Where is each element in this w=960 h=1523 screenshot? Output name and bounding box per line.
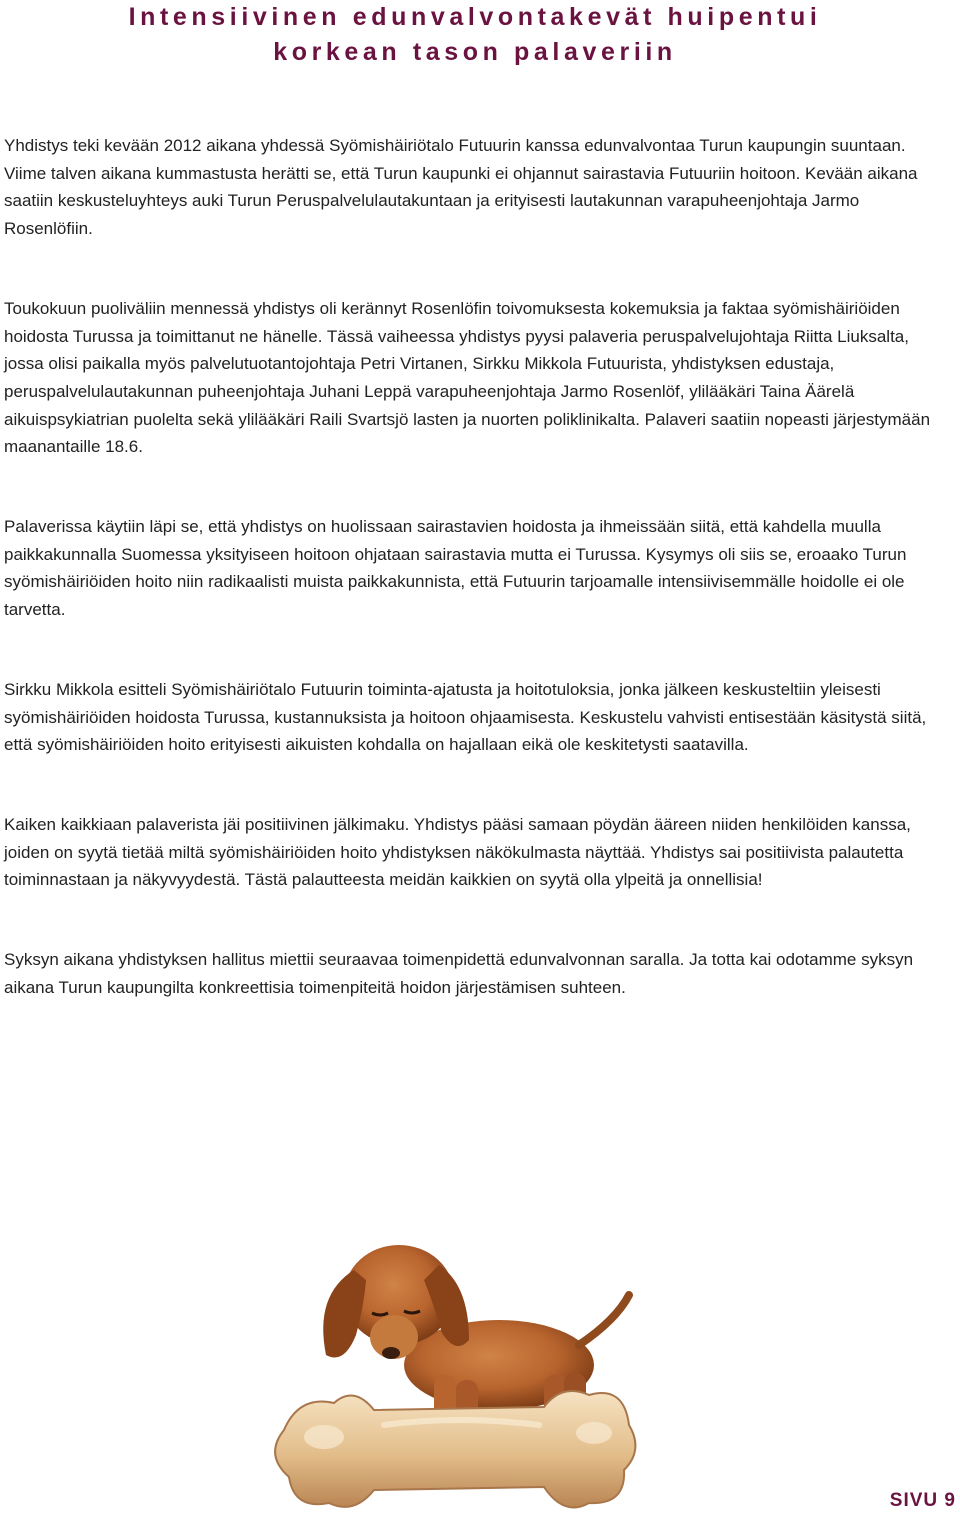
paragraph-4: Sirkku Mikkola esitteli Syömishäiriötalo Futuurin toiminta-ajatusta ja hoitotuloksia, jonka jälkeen keskusteltiin yleisesti syömishäiriöiden hoidosta Turussa, kustannuksista ja hoitoon ohjaamisesta. Keskustelu vahvisti entisestään käsitystä siitä, että syömishäiriöiden hoito erityisesti aikuisten kohdalla on hajallaan eikä ole keskitetysti saatavilla. (4, 679, 927, 755)
paragraph-3: Palaverissa käytiin läpi se, että yhdistys on huolissaan sairastavien hoidosta ja ihmeissään siitä, että kahdella muulla paikkakunnalla Suomessa yksityiseen hoitoon ohjataan sairastavia mutta ei Turussa. Kysymys oli siis se, eroaako Turun syömishäiriöiden hoito niin radikaalisti muista paikkakunnista, että Futuurin tarjoamalle intensiivisemmälle hoidolle ei ole tarvetta. (4, 517, 907, 620)
paragraph-1: Yhdistys teki kevään 2012 aikana yhdessä Syömishäiriötalo Futuurin kanssa edunvalvontaa Turun kaupungin suuntaan. Viime talven aikana kummastusta herätti se, että Turun kaupunki ei ohjannut sairastavia Futuuriin hoitoon. Kevään aikana saatiin keskusteluyhteys auki Turun Peruspalvelulautakuntaan ja erityisesti lautakunnan varapuheenjohtaja Jarmo Rosenlöfiin. (4, 136, 918, 239)
article-title-line-2: korkean tason palaveriin (273, 38, 677, 66)
paragraph-6: Syksyn aikana yhdistyksen hallitus miettii seuraavaa toimenpidettä edunvalvonnan saralla. Ja totta kai odotamme syksyn aikana Turun kaupungilta konkreettisia toimenpiteitä hoidon järjestämisen suhteen. (4, 950, 914, 997)
article-title (0, 0, 950, 70)
paragraph-2: Toukokuun puoliväliin mennessä yhdistys oli kerännyt Rosenlöfin toivomuksesta kokemuksia ja faktaa syömishäiriöiden hoidosta Turussa ja toimittanut ne hänelle. Tässä vaiheessa yhdistys pyysi palaveria peruspalvelujohtaja Riitta Liuksalta, jossa olisi paikalla myös palvelutuotantojohtaja Petri Virtanen, Sirkku Mikkola Futuurista, yhdistyksen edustaja, peruspalvelulautakunnan puheenjohtaja Juhani Leppä varapuheenjohtaja Jarmo Rosenlöf, ylilääkäri Taina Äärelä aikuispsykiatrian puolelta sekä ylilääkäri Raili Svartsjö lasten ja nuorten poliklinikalta. Palaveri saatiin nopeasti järjestymään maanantaille 18.6. (4, 298, 931, 457)
page-number: SIVU 9 (889, 1490, 956, 1511)
article-body (4, 132, 934, 1053)
bone-icon (275, 1391, 635, 1507)
article-title-line-1: Intensiivinen edunvalvontakevät huipentui (128, 3, 822, 31)
paragraph-5: Kaiken kaikkiaan palaverista jäi positiivinen jälkimaku. Yhdistys pääsi samaan pöydän ääreen niiden henkilöiden kanssa, joiden on syytä tietää miltä syömishäiriöiden hoito yhdistyksen näkökulmasta näyttää. Yhdistys sai positiivista palautetta toiminnastaan ja näkyvyydestä. Tästä palautteesta meidän kaikkien on syytä olla ylpeitä ja onnellisia! (4, 814, 911, 890)
dog-with-bone-icon (244, 1225, 664, 1520)
